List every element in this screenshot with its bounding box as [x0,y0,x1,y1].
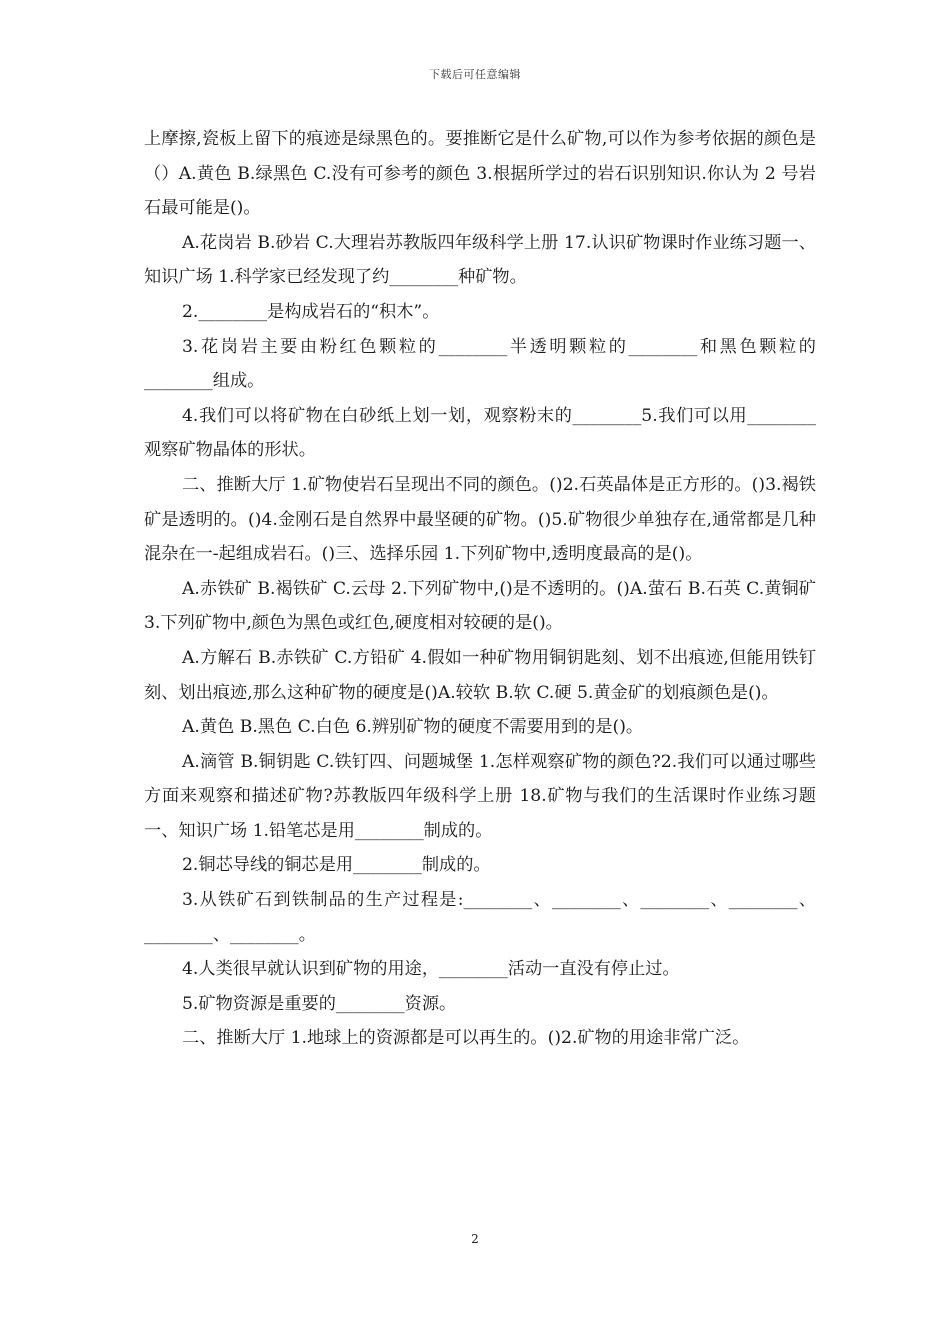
paragraph: 上摩擦,瓷板上留下的痕迹是绿黑色的。要推断它是什么矿物,可以作为参考依据的颜色是（）A.黄色 B.绿黑色 C.没有可参考的颜色 3.根据所学过的岩石识别知识.你认为 2 号岩石最可能是()。 [144,129,816,219]
paragraph: 3.花岗岩主要由粉红色颗粒的________半透明颗粒的________和黑色颗粒的________组成。 [144,336,816,392]
paragraph: A.方解石 B.赤铁矿 C.方铅矿 4.假如一种矿物用铜钥匙刻、划不出痕迹,但能用铁钉刻、划出痕迹,那么这种矿物的硬度是()A.较软 B.软 C.硬 5.黄金矿的划痕颜色是()。 [144,647,816,703]
paragraph: A.花岗岩 B.砂岩 C.大理岩苏教版四年级科学上册 17.认识矿物课时作业练习题一、知识广场 1.科学家已经发现了约________种矿物。 [144,232,816,288]
paragraph: 二、推断大厅 1.矿物使岩石呈现出不同的颜色。()2.石英晶体是正方形的。()3.褐铁矿是透明的。()4.金刚石是自然界中最坚硬的矿物。()5.矿物很少单独存在,通常都是几种混杂在一-起组成岩石。()三、选择乐园 1.下列矿物中,透明度最高的是()。 [144,474,816,565]
paragraph: 5.矿物资源是重要的________资源。 [182,993,457,1014]
paragraph: 2.铜芯导线的铜芯是用________制成的。 [182,855,491,876]
paragraph: A.黄色 B.黑色 C.白色 6.辨别矿物的硬度不需要用到的是()。 [182,717,644,738]
document-body [144,122,816,1056]
paragraph: A.滴管 B.铜钥匙 C.铁钉四、问题城堡 1.怎样观察矿物的颜色?2.我们可以通过哪些方面来观察和描述矿物?苏教版四年级科学上册 18.矿物与我们的生活课时作业练习题一、知识广场 1.铅笔芯是用________制成的。 [144,751,816,841]
paragraph: 3.从铁矿石到铁制品的生产过程是:________、________、________、________、________、________。 [144,890,816,945]
paragraph: 二、推断大厅 1.地球上的资源都是可以再生的。()2.矿物的用途非常广泛。 [182,1028,750,1049]
page-number: 2 [471,1232,479,1246]
paragraph: A.赤铁矿 B.褐铁矿 C.云母 2.下列矿物中,()是不透明的。()A.萤石 B.石英 C.黄铜矿 3.下列矿物中,颜色为黑色或红色,硬度相对较硬的是()。 [144,578,816,634]
paragraph: 4.我们可以将矿物在白砂纸上划一划，观察粉末的________5.我们可以用________观察矿物晶体的形状。 [144,405,816,461]
paragraph: 4.人类很早就认识到矿物的用途，________活动一直没有停止过。 [182,959,680,980]
paragraph: 2.________是构成岩石的“积木”。 [182,301,440,322]
page-header: 下载后可任意编辑 [429,68,521,81]
